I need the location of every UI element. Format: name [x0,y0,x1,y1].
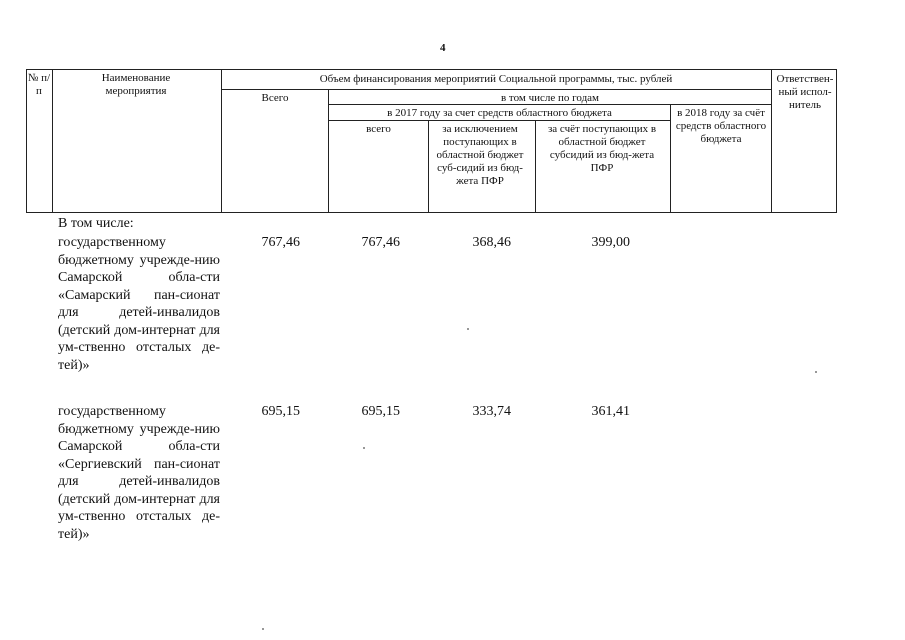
row-1-2017-all: 767,46 [361,235,400,250]
header-col-volume: Объем финансирования мероприятий Социальной программы, тыс. рублей [319,73,673,85]
scan-speck [262,628,264,630]
header-col-2017-all: всего [366,123,391,135]
section-label: В том числе: [58,216,134,231]
header-col-responsible: Ответствен-ный испол-нитель [776,73,834,111]
scan-speck [467,328,469,330]
row-1-name: государственному бюджетному учрежде-нию Самарской обла-сти «Самарский пан-сионат для детей-инвалидов (детский дом-интернат для ум-ственно отсталых де-тей)» [58,235,220,373]
row-2-2017-all: 695,15 [361,404,400,419]
row-2-total: 695,15 [261,404,300,419]
header-col-2017-excl: за исключением поступающих в областной бюджет суб-сидий из бюд-жета ПФР [436,123,524,187]
header-col-2017-pfr: за счёт поступающих в областной бюджет субсидий из бюд-жета ПФР [547,123,657,174]
row-2-2017-excl: 333,74 [472,404,511,419]
header-col-no: № п/п [27,72,51,97]
page-number: 4 [440,42,446,54]
row-2-2017-pfr: 361,41 [591,404,630,419]
row-1-total: 767,46 [261,235,300,250]
header-col-name: Наименование мероприятия [101,72,171,97]
header-col-2017: в 2017 году за счет средств областного бюджета [387,107,612,119]
scan-speck [363,447,365,449]
header-col-by-years: в том числе по годам [500,92,600,104]
row-1-2017-excl: 368,46 [472,235,511,250]
header-col-2018: в 2018 году за счёт средств областного бюджета [675,107,767,145]
row-1-2017-pfr: 399,00 [591,235,630,250]
header-col-total: Всего [261,92,289,104]
row-2-name: государственному бюджетному учрежде-нию Самарской обла-сти «Сергиевский пан-сионат для детей-инвалидов (детский дом-интернат для ум-ственно отсталых де-тей)» [58,404,220,542]
scan-speck [815,371,817,373]
